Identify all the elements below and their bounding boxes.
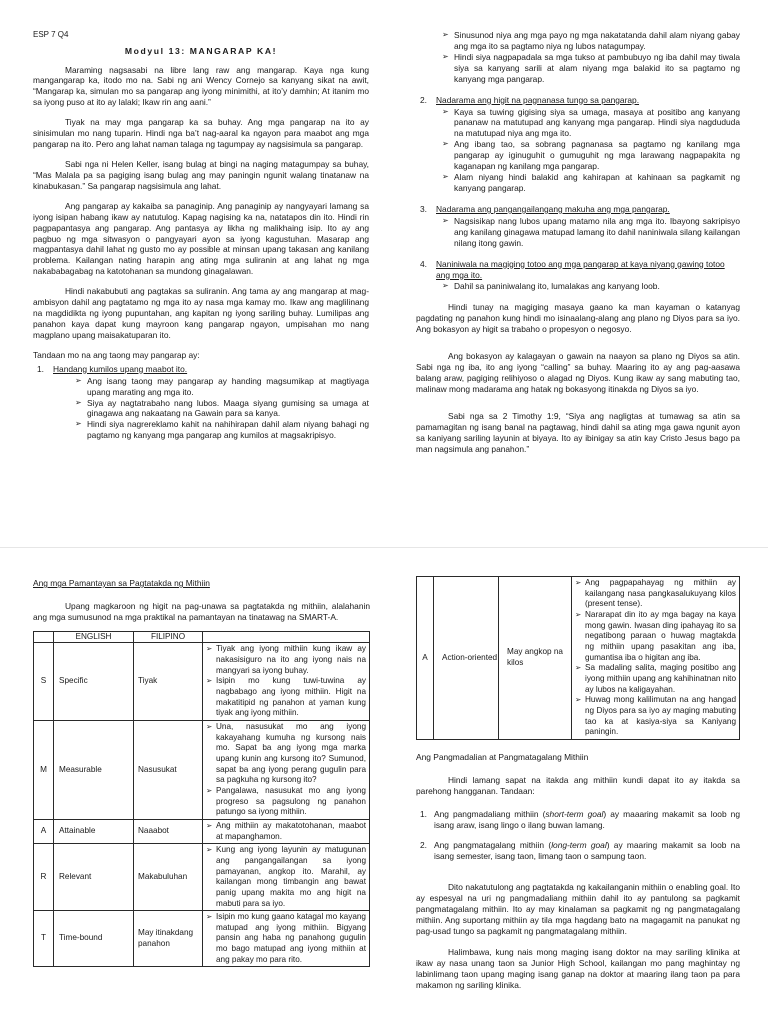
bullet-text: Ang pagpapahayag ng mithiin ay kailangang nasa pangkasalukuyang kilos (present tense).	[585, 578, 736, 609]
helen-keller-paragraph: Sabi nga ni Helen Keller, isang bulag at bingi na naging matagumpay sa buhay, “Mas Malala pa sa pagiging isang bulag ang may paningin ngunit walang tinatanaw na kinabukasan.” Sa pangarap nagsisimula ang lahat.	[33, 159, 369, 191]
arrow-bullet-icon: ➢	[206, 722, 213, 732]
timothy-paragraph: Sabi nga sa 2 Timothy 1:9, “Siya ang nagligtas at tumawag sa atin sa pamamagitan ng isang banal na pagtawag, hindi dahil sa ating mga gawa ngunit ayon sa kaniyang sariling layunin at biyaya. Ito ay ibinigay sa atin kay Cristo Jesus bago pa man nagsimula ang panahon.”	[416, 410, 740, 454]
list-number: 2.	[420, 94, 427, 105]
list-bullet	[442, 139, 740, 172]
emphasis-term: short-term goal	[545, 808, 604, 819]
arrow-bullet-icon: ➢	[442, 139, 449, 149]
criterion-filipino: Makabuluhan	[134, 844, 203, 911]
list-bullet	[75, 398, 369, 420]
bullet-text: Pangalawa, nasusukat mo ang iyong progreso sa pagsulong ng panahon patungo sa iyong mithiin.	[216, 785, 366, 817]
arrow-bullet-icon: ➢	[575, 663, 582, 673]
calling-paragraph: Ang bokasyon ay kalagayan o gawain na naayon sa plano ng Diyos sa atin. Sabi nga ng iba, ito ang iyong “calling” sa buhay. Maaring ito ay ang pag-aasawa balang araw, pagiging relihiyoso o alagad ng Diyos. Kung ikaw ay sang mabuting tao, malinaw mong madarama ang hatak ng bokasyong itinakda ng Diyos sa iyo.	[416, 351, 740, 394]
arrow-bullet-icon: ➢	[575, 609, 582, 619]
arrow-bullet-icon: ➢	[206, 912, 213, 922]
page-one-left-column	[33, 30, 369, 441]
list-item-title: Nadarama ang higit na pagnanasa tungo sa pangarap.	[436, 94, 640, 105]
smart-a-table	[33, 631, 370, 968]
table-row	[417, 577, 740, 740]
list-item-text	[434, 840, 740, 862]
list-item-title: Handang kumilos upang maabot ito.	[53, 363, 188, 374]
bullet-text: Ang mithiin ay makatotohanan, maabot at mapanghamon.	[216, 820, 366, 841]
arrow-bullet-icon: ➢	[206, 845, 213, 855]
criterion-filipino: Naaabot	[134, 819, 203, 843]
arrow-bullet-icon: ➢	[442, 51, 449, 61]
arrow-bullet-icon: ➢	[75, 375, 82, 385]
table-header-filipino: FILIPINO	[134, 631, 203, 643]
table-row	[34, 721, 370, 820]
criterion-letter: A	[34, 819, 54, 843]
table-row	[34, 911, 370, 967]
bullet-text: Kung ang iyong layunin ay matugunan ang pangangailangan sa iyong pamayanan, angkop ito. Marahil, ay kailangan mong timbangin ang bawat panig upang makita mo ang higit na mabuti para sa iyo.	[216, 845, 366, 908]
text-segment: ) ay maaaring makamit sa loob ng isang araw, isang lingo o ilang buwan lamang.	[434, 808, 740, 830]
criterion-filipino: May angkop na kilos	[499, 577, 572, 740]
arrow-bullet-icon: ➢	[206, 676, 213, 686]
smart-a-intro: Upang magkaroon ng higit na pag-unawa sa pagtatakda ng mithiin, alalahanin ang mga sumusunod na mga praktikal na pamantayan na tinatawag na SMART-A.	[33, 600, 370, 622]
criterion-filipino: Tiyak	[134, 643, 203, 721]
goals-heading: Ang Pangmadalian at Pangmatagalang Mithiin	[416, 751, 589, 762]
list-bullet	[442, 52, 740, 85]
bullet-text: Isipin mo kung tuwi-tuwina ay nagbabago ang iyong mithiin. Higit na makatitipid ng panahon at yaman kung tiyak ang iyong mithiin.	[216, 676, 366, 718]
ambition-paragraph: Hindi nakabubuti ang pagtakas sa suliranin. Ang tama ay ang mangarap at mag-ambisyon dahil ang pagtatamo ng mga ito ay nasa mga kamay mo. Ikaw ang maglilinang na magdidikta ng iyong pupuntahan, ang kapitan ng iyong sariling buhay. Lumilipas ang panahon kaya dapat kung mayroon kang pangarap ngayon, umpisahan mo nang magplano upang maisakatuparan ito.	[33, 286, 369, 340]
table-row	[34, 643, 370, 721]
criterion-english: Specific	[54, 643, 134, 721]
smart-a-heading: Ang mga Pamantayan sa Pagtatakda ng Mithiin	[33, 578, 210, 588]
intro-paragraph: Maraming nagsasabi na libre lang raw ang mangarap. Kaya nga kung mangangarap ka, itodo mo na. Sabi ng ani Wency Cornejo sa kanyang sikat na awit, “Mangarap ka, simulan mo sa pangarap ang iyong minimithi, at ito’y damhin; At itanim mo sa iyong puso at ito ay lalaki; Ikaw rin ang aani.”	[33, 64, 369, 108]
text-segment: Ang pangmatagalang mithiin (	[434, 840, 552, 851]
arrow-bullet-icon: ➢	[206, 644, 213, 654]
bullet-text: Huwag mong kalilimutan na ang hangad ng Diyos para sa iyo ay maging mabuting tao ka at kasiya-siya sa Kaniyang paningin.	[585, 695, 736, 737]
arrow-bullet-icon: ➢	[206, 785, 213, 795]
list-number: 1.	[420, 808, 427, 819]
goals-intro: Hindi lamang sapat na itakda ang mithiin kundi dapat ito ay itakda sa parehong hangganan. Tandaan:	[416, 774, 740, 796]
list-item-4-heading	[416, 259, 740, 281]
bullet-text: Nararapat din ito ay mga bagay na kaya mong gawin. Iwasan ding ipahayag ito sa negatibong paraan o huwag magtakda ng mithiin upang pasakitan ang iba, gumantisa iba o higitan ang iba.	[585, 609, 736, 662]
criterion-description	[203, 819, 370, 843]
list-number: 4.	[420, 258, 427, 269]
bullet-text: Hindi siya nagrereklamo kahit na nahihirapan dahil alam niyang bahagi ng pagtamo ng kanyang mga pangarap ang kumilos at magsakripisyo.	[87, 419, 369, 441]
criterion-description	[203, 643, 370, 721]
criterion-description	[203, 911, 370, 967]
list-item-text	[434, 809, 740, 831]
list-item	[420, 809, 740, 831]
bullet-text: Nagsisikap nang lubos upang matamo nila ang mga ito. Ibayong sakripisyo ang kanilang ginagawa matupad lamang ito dahil naniniwala silang kailangan nilang itong gawin.	[454, 215, 740, 248]
bullet-text: Tiyak ang iyong mithiin kung ikaw ay nakasisiguro na ito ang iyong nais na mangyari sa iyong buhay.	[216, 644, 366, 675]
arrow-bullet-icon: ➢	[206, 820, 213, 830]
arrow-bullet-icon: ➢	[442, 215, 449, 225]
list-bullet	[442, 216, 740, 249]
page-two-left-column	[33, 578, 370, 967]
emphasis-term: long-term goal	[551, 840, 607, 851]
bullet-text: Sinusunod niya ang mga payo ng mga nakatatanda dahil alam niyang gabay ang mga ito sa pagtamo niya ng lubos natagumpay.	[454, 30, 740, 51]
table-header-letter	[34, 631, 54, 643]
arrow-bullet-icon: ➢	[442, 106, 449, 116]
smart-a-table-continued	[416, 576, 740, 740]
enabling-goal-paragraph: Dito nakatutulong ang pagtatakda ng kakailanganin mithiin o enabling goal. Ito ay espesyal na uri ng pangmadaliang mithiin dahil ito ay pantulong sa pagkamit pangmatagalang mithiin. Ito ay may kinalaman sa pagkamit ng ng pangmatagalang mithiin. Ang suportang mithiin ay tila mga hagdang bato na magagamit na panukat ng pag-usad tungo sa pagkamit ng pangmatagalang mithiin.	[416, 882, 740, 936]
criterion-english: Action-oriented	[434, 577, 499, 740]
criterion-filipino: May itinakdang panahon	[134, 911, 203, 967]
list-bullet	[442, 172, 740, 194]
bullet-text: Alam niyang hindi balakid ang kahirapan at kahinaan sa pagkamit ng kanyang pangarap.	[454, 172, 740, 193]
tandaan-line: Tandaan mo na ang taong may pangarap ay:	[33, 349, 200, 360]
bullet-text: Una, nasusukat mo ang iyong kakayahang kumuha ng kursong nais mo. Sapat ba ang iyong mga marka upang kunin ang kursong ito? Sumunod, sapat ba ang iyong perang gugulin para sa pagkuha ng kursong ito?	[216, 722, 366, 785]
arrow-bullet-icon: ➢	[442, 281, 449, 291]
dreams-paragraph: Tiyak na may mga pangarap ka sa buhay. Ang mga pangarap na ito ay sinisimulan mo nang tuparin. Hindi nga ba’t nag-aaral ka ngayon para maabot ang mga pangarap na ito. Pero ang lahat naman talaga ng tagumpay ay nagsisimula sa pangarap.	[33, 117, 369, 150]
criterion-description	[572, 577, 740, 740]
bullet-text: Ang isang taong may pangarap ay handing magsumikap at magtiyaga upang marating ang mga ito.	[87, 375, 369, 397]
criterion-letter: S	[34, 643, 54, 721]
bullet-text: Siya ay nagtatrabaho nang lubos. Maaga siyang gumising sa umaga at ginagawa ang nakaatang na Gawain para sa kanya.	[87, 397, 369, 419]
table-header-description	[203, 631, 370, 643]
list-number: 3.	[420, 203, 427, 214]
page-one-right-column	[416, 30, 740, 464]
arrow-bullet-icon: ➢	[442, 172, 449, 182]
table-header-row	[34, 631, 370, 643]
criterion-description	[203, 721, 370, 820]
list-number: 2.	[420, 840, 427, 851]
list-item-title: Nadarama ang pangangailangang makuha ang mga pangarap.	[436, 203, 670, 214]
bullet-text: Ang ibang tao, sa sobrang pagnanasa sa pagtamo ng kanilang mga pangarap ay iginuguhit o gumuguhit ng mga larawang nagpapakita ng kaganapan ng kanilang mga pangarap.	[454, 139, 740, 172]
criterion-letter: M	[34, 721, 54, 820]
dream-vs-fantasy-paragraph: Ang pangarap ay kakaiba sa panaginip. Ang panaginip ay nangyayari lamang sa iyong isipan habang ikaw ay natutulog. Kapag nagising ka na, natatapos din ito. Hindi rin pagpapantasya ang pangarap. Ang pantasya ay likha ng malikhaing isip. Ito ay ang pagbuo ng mga sitwasyon o pangyayari ayon sa iyong kagustuhan. Masarap ang magpantasya dahil lahat ng gusto mo ay possible at minsan upang takasan ang kanilang problema. Kailangan nating harapin ang ating mga suliranin at ang lahat ng mga nakababagabag na katotohanan sa mundong ginagalawan.	[33, 200, 369, 277]
bullet-text: Sa madaling salita, maging positibo ang iyong mithiin upang ang kahihinatnan nito ay lubos na kaligayahan.	[585, 663, 736, 694]
list-item	[420, 840, 740, 862]
module-title: Modyul 13: MANGARAP KA!	[124, 46, 278, 57]
list-item-title: Naniniwala na magiging totoo ang mga pangarap at kaya niyang gawing totoo ang mga ito.	[436, 258, 725, 280]
arrow-bullet-icon: ➢	[442, 30, 449, 39]
criterion-letter: T	[34, 911, 54, 967]
example-paragraph: Halimbawa, kung nais mong maging isang doktor na may sariling klinika at ikaw ay nasa unang taon sa Junior High School, kailangan mo pang maghintay ng labinlimang taon upang maging isang ganap na doktor at maaring ilang taon pa para makamon ng sariling klinika.	[416, 946, 740, 990]
list-bullet	[442, 281, 740, 292]
criterion-description	[203, 844, 370, 911]
arrow-bullet-icon: ➢	[575, 578, 582, 587]
criterion-filipino: Nasusukat	[134, 721, 203, 820]
table-header-english: ENGLISH	[54, 631, 134, 643]
text-segment: ) ay maaring makamit sa loob na isang semester, isang taon, limang taon o sampung taon.	[434, 840, 740, 862]
list-bullet	[75, 376, 369, 398]
list-bullet	[442, 30, 740, 52]
criterion-letter: R	[34, 844, 54, 911]
criterion-letter: A	[417, 577, 434, 740]
list-bullet	[442, 107, 740, 140]
text-segment: Ang pangmadaliang mithiin (	[434, 808, 546, 819]
list-item-1-heading	[33, 364, 369, 375]
criterion-english: Attainable	[54, 819, 134, 843]
bullet-text: Kaya sa tuwing gigising siya sa umaga, masaya at positibo ang kanyang pananaw na matutupad ang kanyang mga pangarap. Hindi siya nagdududa na matutupad niya ang mga ito.	[454, 106, 740, 139]
table-row	[34, 819, 370, 843]
criterion-english: Time-bound	[54, 911, 134, 967]
vocation-paragraph: Hindi tunay na magiging masaya gaano ka man kayaman o katanyag pagdating ng panahon kung hindi mo isinaalang-alang ang plano ng Diyos para sa iyo. Ang bokasyon ay higit sa trabaho o propesyon o negosyo.	[416, 302, 740, 335]
bullet-text: Dahil sa paniniwalang ito, lumalakas ang kanyang loob.	[454, 281, 660, 292]
list-item-3-heading	[416, 204, 740, 215]
module-code: ESP 7 Q4	[33, 30, 69, 39]
arrow-bullet-icon: ➢	[75, 397, 82, 407]
list-bullet	[75, 419, 369, 441]
criterion-english: Measurable	[54, 721, 134, 820]
list-item-2-heading	[416, 95, 740, 106]
bullet-text: Hindi siya nagpapadala sa mga tukso at pambubuyo ng iba dahil may tiwala siya sa kanyang sarili at alam niyang mga balakid ito sa pagtamo ng kanyang mga pangarap.	[454, 51, 740, 84]
arrow-bullet-icon: ➢	[575, 695, 582, 705]
page-two-right-column	[416, 576, 740, 1000]
list-number: 1.	[37, 363, 44, 374]
arrow-bullet-icon: ➢	[75, 419, 82, 429]
table-row	[34, 844, 370, 911]
criterion-english: Relevant	[54, 844, 134, 911]
bullet-text: Isipin mo kung gaano katagal mo kayang matupad ang iyong mithiin. Bigyang pansin ang haba ng panahong gugulin mo bago matupad ang iyong mithiin at ang pakay mo para rito.	[216, 912, 366, 964]
